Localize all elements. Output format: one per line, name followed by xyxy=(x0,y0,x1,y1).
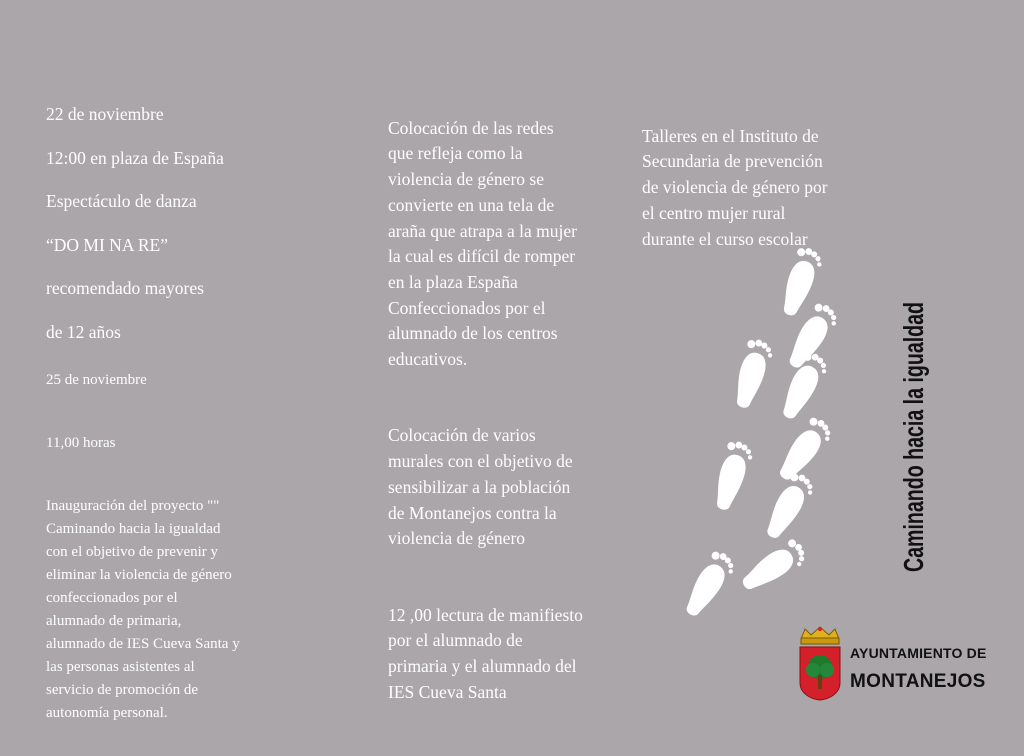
murals-paragraph: Colocación de varios murales con el objetivo de sensibilizar a la población de Montanejos contra la violencia de género xyxy=(388,425,573,549)
workshops-paragraph: Talleres en el Instituto de Secundaria de prevención de violencia de género por el centro mujer rural durante el curso escolar xyxy=(642,125,828,249)
vertical-title-text: Caminando hacia la igualdad xyxy=(898,186,929,572)
vertical-title xyxy=(887,186,935,575)
coat-of-arms-icon xyxy=(795,625,845,703)
event-show-name: “DO MI NA RE” xyxy=(46,234,168,255)
municipality-logo xyxy=(795,625,985,705)
nets-paragraph: Colocación de las redes que refleja como la violencia de género se convierte en una tela de araña que atrapa a la mujer la cual es difícil de romper en la plaza España Confeccionados por el alumnado de los centros educativos. xyxy=(388,117,577,370)
logo-line-1: AYUNTAMIENTO DE xyxy=(850,645,987,661)
event-time-place-1: 12:00 en plaza de España xyxy=(46,147,224,168)
schedule-column-middle xyxy=(388,90,648,756)
inauguration-paragraph: Inauguración del proyecto "" Caminando hacia la igualdad con el objetivo de prevenir y eliminar la violencia de género confeccionados por el alumnado de primaria, alumnado de IES Cueva Santa y las personas asistentes al servicio de promoción de autonomía personal. xyxy=(46,498,240,721)
schedule-column-left xyxy=(46,84,316,743)
footprints-icon xyxy=(670,240,850,630)
event-title-1: Espectáculo de danza xyxy=(46,191,197,211)
manifesto-paragraph: 12 ,00 lectura de manifiesto por el alumnado de primaria y el alumnado del IES Cueva Santa xyxy=(388,604,583,702)
event-age-note: recomendado mayores xyxy=(46,278,204,298)
event-time-2: 11,00 horas xyxy=(46,435,116,451)
event-age-note-2: de 12 años xyxy=(46,321,121,342)
event-date-1: 22 de noviembre xyxy=(46,104,164,124)
event-date-2: 25 de noviembre xyxy=(46,372,147,388)
logo-line-2: MONTANEJOS xyxy=(850,671,986,692)
